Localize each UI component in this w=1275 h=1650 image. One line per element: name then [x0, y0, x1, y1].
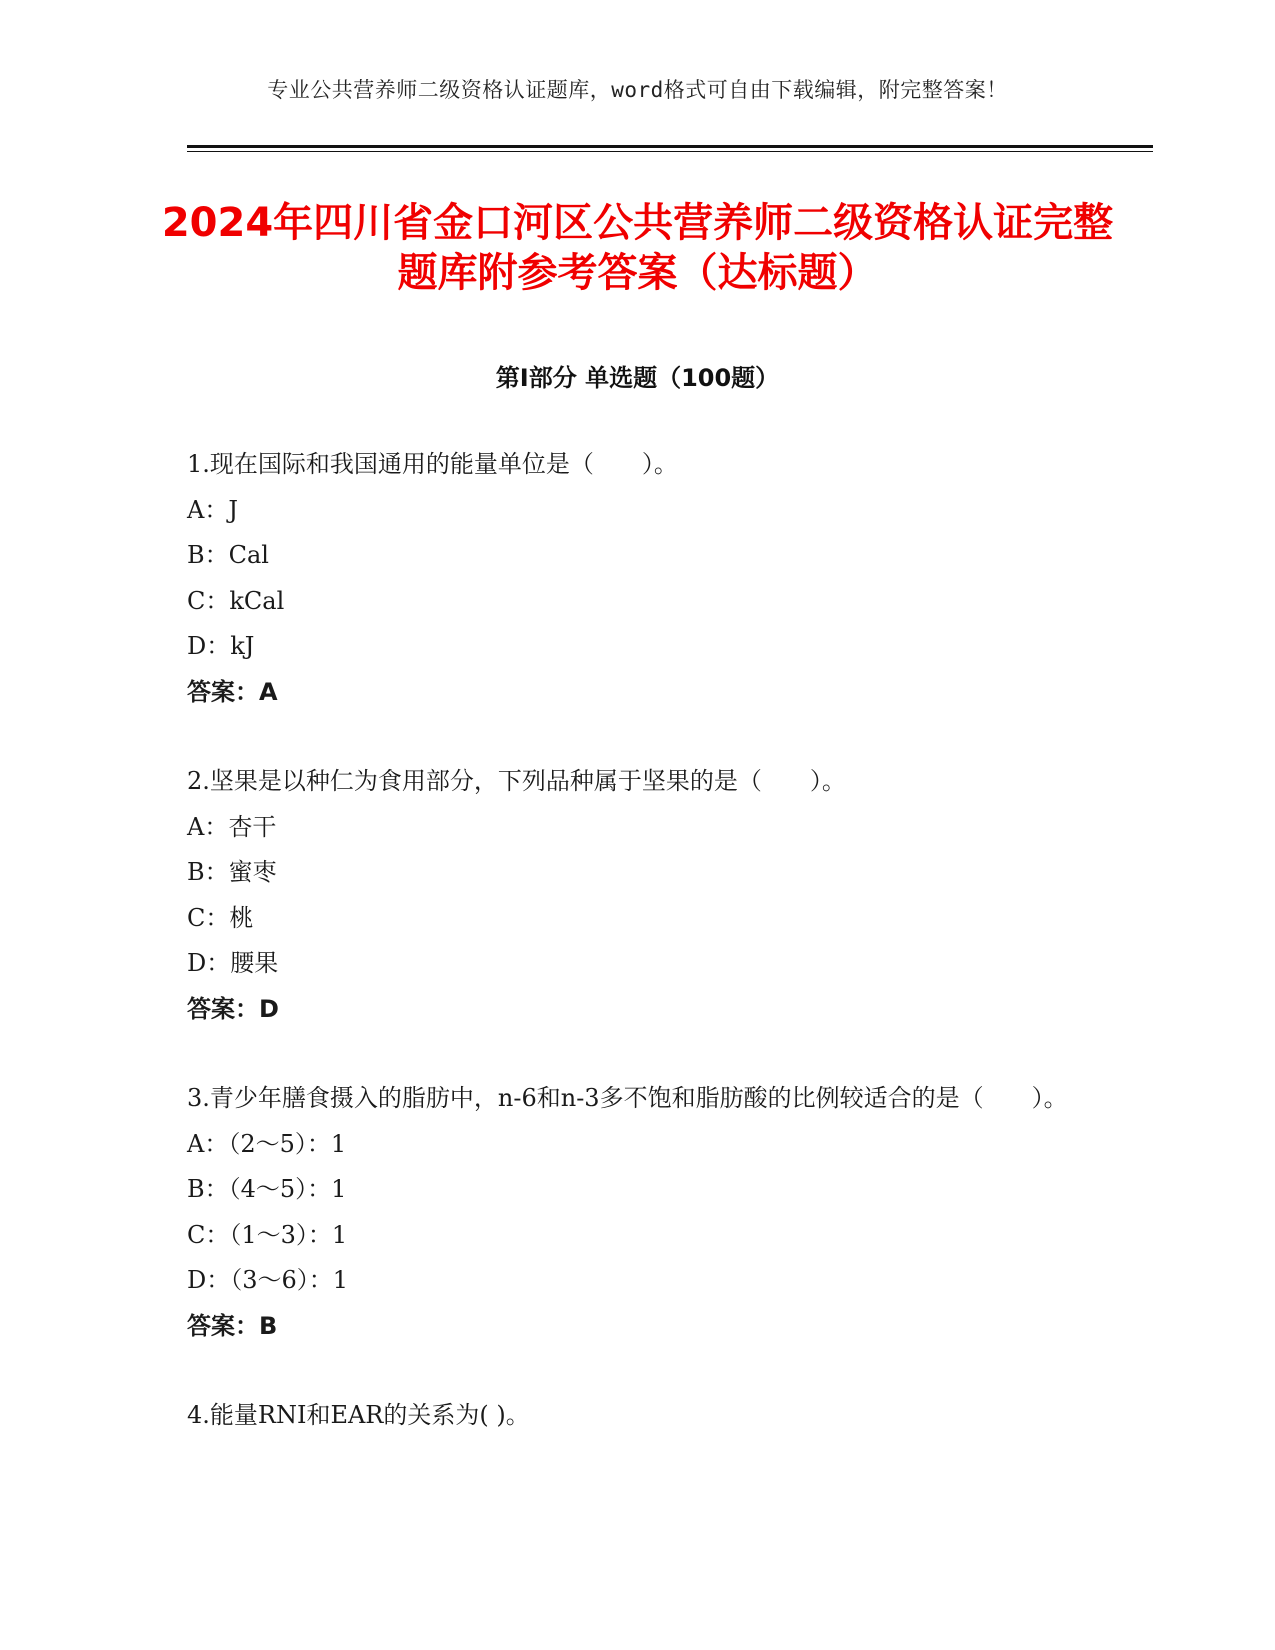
header-rule-thick — [187, 145, 1153, 148]
question-stem: 4.能量RNI和EAR的关系为( )。 — [187, 1401, 530, 1429]
section-title: 第Ⅰ部分 单选题（100题） — [495, 364, 780, 392]
question-2 — [187, 759, 1087, 1032]
answer-label: 答案： — [187, 1311, 259, 1340]
answer-line — [187, 987, 1087, 1033]
answer-value: B — [259, 1311, 278, 1340]
answer-label: 答案： — [187, 677, 259, 706]
answer-label: 答案： — [187, 994, 259, 1023]
option-d: D：腰果 — [187, 949, 279, 977]
question-list — [187, 442, 1087, 1483]
option-c: C：（1～3）：1 — [187, 1220, 348, 1249]
header-note: 专业公共营养师二级资格认证题库，word格式可自由下载编辑，附完整答案！ — [267, 78, 1008, 102]
option-c: C：kCal — [187, 586, 285, 615]
option-b: B：（4～5）：1 — [187, 1175, 347, 1203]
question-stem: 3.青少年膳食摄入的脂肪中，n-6和n-3多不饱和脂肪酸的比例较适合的是（ ）。 — [187, 1084, 1068, 1112]
document-title: 2024年四川省金口河区公共营养师二级资格认证完整题库附参考答案（达标题） — [161, 200, 1114, 296]
question-stem: 1.现在国际和我国通用的能量单位是（ ）。 — [187, 450, 678, 478]
answer-line — [187, 670, 1087, 716]
question-4 — [187, 1393, 1087, 1439]
question-1 — [187, 442, 1087, 715]
option-d: D：（3～6）：1 — [187, 1266, 349, 1294]
answer-line — [187, 1304, 1087, 1350]
option-a: A：（2～5）：1 — [187, 1129, 347, 1158]
question-3 — [187, 1076, 1087, 1349]
header-rule-thin — [187, 151, 1153, 152]
answer-value: D — [259, 994, 279, 1023]
option-b: B：蜜枣 — [187, 858, 277, 886]
option-b: B：Cal — [187, 541, 269, 569]
question-stem: 2.坚果是以种仁为食用部分，下列品种属于坚果的是（ ）。 — [187, 767, 846, 795]
answer-value: A — [259, 677, 278, 706]
option-a: A：J — [187, 495, 238, 524]
option-c: C：桃 — [187, 903, 254, 932]
option-d: D：kJ — [187, 632, 255, 660]
option-a: A：杏干 — [187, 812, 277, 841]
